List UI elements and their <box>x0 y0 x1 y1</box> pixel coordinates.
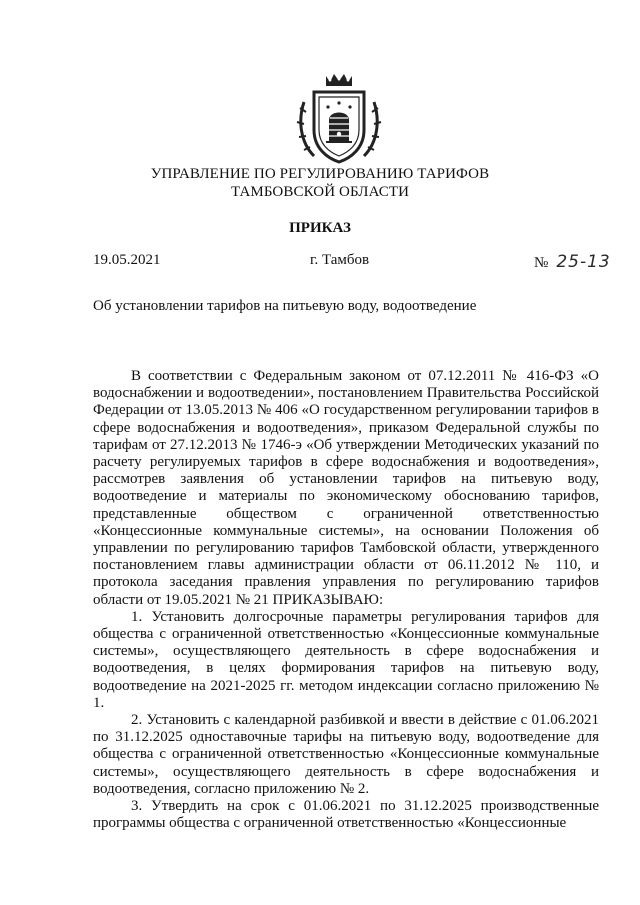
organization-name-line1: УПРАВЛЕНИЕ ПО РЕГУЛИРОВАНИЮ ТАРИФОВ <box>150 166 490 182</box>
organization-name-line2: ТАМБОВСКОЙ ОБЛАСТИ <box>230 184 410 200</box>
document-city: г. Тамбов <box>310 252 370 268</box>
order-item-2: 2. Установить с календарной разбивкой и ввести в действие с 01.06.2021 по 31.12.2025 одноставочные тарифы на питьевую воду, водоотведение для общества с ограниченной ответственностью «Концессионные коммунальные системы», осуществляющего деятельность в сфере водоснабжения и водоотведения, согласно приложению № 2. <box>93 712 599 797</box>
handwritten-number: 25-13 <box>556 252 611 272</box>
document-date: 19.05.2021 <box>93 252 161 268</box>
coat-of-arms-icon <box>296 72 382 166</box>
number-sign: № <box>534 255 549 271</box>
preamble-paragraph: В соответствии с Федеральным законом от 07.12.2011 № 416-ФЗ «О водоснабжении и водоотведении», постановлением Правительства Российской Федерации от 13.05.2013 № 406 «О государственном регулировании тарифов в сфере водоснабжения и водоотведения», приказом Федеральной службы по тарифам от 27.12.2013 № 1746-э «Об утверждении Методических указаний по расчету регулируемых тарифов в сфере водоснабжения и водоотведения», рассмотрев заявления об установлении тарифов на питьевую воду, водоотведение и материалы по экономическому обоснованию тарифов, представленные обществом с ограниченной ответственностью «Концессионные коммунальные системы», на основании Положения об управлении по регулированию тарифов Тамбовской области, утвержденного постановлением главы администрации области от 06.11.2012 № 110, и протокола заседания правления управления по регулированию тарифов области от 19.05.2021 № 21 ПРИКАЗЫВАЮ: <box>93 368 599 608</box>
order-item-1: 1. Установить долгосрочные параметры регулирования тарифов для общества с ограниченной ответственностью «Концессионные коммунальные системы», осуществляющего деятельность в сфере водоснабжения и водоотведения, в целях формирования тарифов на питьевую воду, водоотведение на 2021-2025 гг. методом индексации согласно приложению № 1. <box>93 608 599 711</box>
document-number <box>534 252 611 272</box>
document-body <box>93 368 599 832</box>
document-subject: Об установлении тарифов на питьевую воду, водоотведение <box>93 298 477 314</box>
order-item-3: 3. Утвердить на срок с 01.06.2021 по 31.12.2025 производственные программы общества с ограниченной ответственностью «Концессионные <box>93 798 599 832</box>
document-type: ПРИКАЗ <box>289 220 351 236</box>
